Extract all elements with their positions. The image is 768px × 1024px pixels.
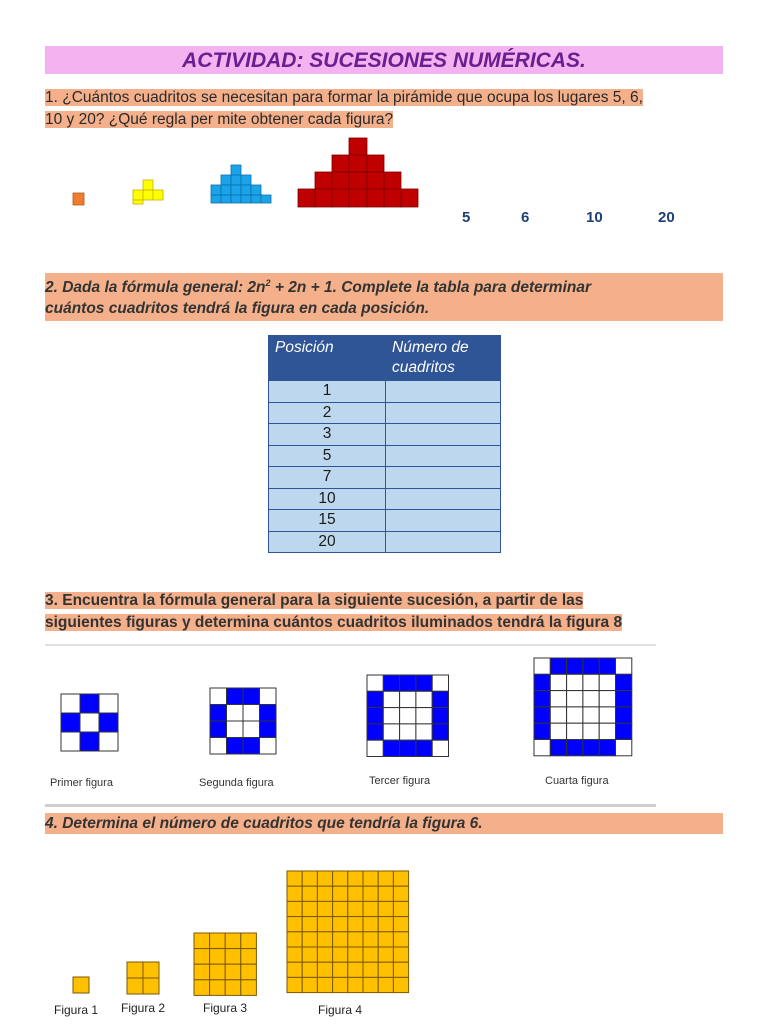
- empty-square: [416, 708, 432, 724]
- gold-square: [302, 947, 317, 962]
- pyramid-2: [133, 180, 163, 204]
- empty-square: [400, 724, 416, 740]
- empty-square: [260, 738, 277, 755]
- lit-square: [260, 705, 277, 722]
- gold-square: [333, 977, 348, 992]
- gold-square: [378, 977, 393, 992]
- answer-cell[interactable]: [386, 510, 501, 532]
- figure-caption: Cuarta figura: [545, 775, 609, 787]
- position-cell: 5: [269, 445, 386, 467]
- page-title: ACTIVIDAD: SUCESIONES NUMÉRICAS.: [45, 46, 723, 74]
- table-header-position: Posición: [269, 336, 386, 381]
- lit-square: [534, 691, 550, 707]
- gold-square: [73, 977, 89, 993]
- gold-square: [363, 977, 378, 992]
- empty-square: [243, 721, 260, 738]
- lit-square: [599, 740, 615, 756]
- empty-square: [260, 688, 277, 705]
- lit-square: [616, 707, 632, 723]
- empty-square: [534, 658, 550, 674]
- figure-caption: Figura 1: [54, 1003, 99, 1017]
- table-row: [269, 488, 501, 510]
- gold-square: [225, 933, 241, 949]
- gold-square: [363, 871, 378, 886]
- empty-square: [416, 724, 432, 740]
- gold-square: [194, 933, 210, 949]
- gold-square: [127, 962, 143, 978]
- lit-square: [383, 675, 399, 691]
- gold-square: [210, 964, 226, 980]
- question-2-formula-pre: 2. Dada la fórmula general: 2n: [45, 279, 266, 297]
- empty-square: [550, 723, 566, 739]
- position-cell: 15: [269, 510, 386, 532]
- gold-square: [333, 917, 348, 932]
- gold-square: [194, 949, 210, 965]
- lit-square: [227, 688, 244, 705]
- empty-square: [550, 707, 566, 723]
- gold-square: [317, 947, 332, 962]
- answer-cell[interactable]: [386, 381, 501, 403]
- answer-cell[interactable]: [386, 467, 501, 489]
- gold-square: [287, 917, 302, 932]
- lit-square: [80, 694, 99, 713]
- lit-square: [416, 740, 432, 756]
- gold-square: [143, 962, 159, 978]
- gold-square: [348, 947, 363, 962]
- answer-cell[interactable]: [386, 445, 501, 467]
- empty-square: [99, 732, 118, 751]
- answer-cell[interactable]: [386, 402, 501, 424]
- lit-square: [583, 658, 599, 674]
- pyramid-1: [73, 193, 84, 205]
- figure-caption: Segunda figura: [199, 777, 274, 789]
- gold-square: [348, 917, 363, 932]
- empty-square: [534, 740, 550, 756]
- lit-square: [367, 691, 383, 707]
- empty-square: [400, 708, 416, 724]
- lit-square: [534, 707, 550, 723]
- table-row: [269, 381, 501, 403]
- empty-square: [210, 738, 227, 755]
- table-row: [269, 467, 501, 489]
- empty-square: [583, 691, 599, 707]
- lit-square: [227, 738, 244, 755]
- question-3: [45, 590, 723, 634]
- empty-square: [383, 708, 399, 724]
- gold-square: [333, 886, 348, 901]
- question-2-line-2: cuántos cuadritos tendrá la figura en cada posición.: [45, 300, 430, 318]
- gold-square: [363, 901, 378, 916]
- empty-square: [567, 723, 583, 739]
- gold-square: [302, 917, 317, 932]
- lit-square: [432, 724, 448, 740]
- gold-square: [333, 932, 348, 947]
- question-3-line-2: siguientes figuras y determina cuántos cuadritos iluminados tendrá la figura 8: [45, 614, 623, 631]
- table-header-count: Número de cuadritos: [386, 336, 501, 381]
- figure-caption: Figura 4: [318, 1003, 363, 1017]
- gold-square: [393, 962, 408, 977]
- lit-square: [432, 708, 448, 724]
- figure-caption: Figura 3: [203, 1001, 248, 1015]
- table-row: [269, 402, 501, 424]
- lit-square: [550, 740, 566, 756]
- question-3-line-1: 3. Encuentra la fórmula general para la siguiente sucesión, a partir de las: [45, 592, 584, 609]
- position-label: 6: [521, 209, 530, 226]
- gold-square: [333, 871, 348, 886]
- gold-square: [287, 977, 302, 992]
- gold-square: [241, 980, 257, 996]
- gold-square: [378, 871, 393, 886]
- gold-square: [363, 962, 378, 977]
- position-label: 20: [658, 209, 675, 226]
- gold-square: [210, 949, 226, 965]
- gold-square: [287, 932, 302, 947]
- empty-square: [567, 707, 583, 723]
- empty-square: [80, 713, 99, 732]
- gold-square: [317, 871, 332, 886]
- gold-square: [225, 964, 241, 980]
- gold-square: [143, 978, 159, 994]
- gold-square: [302, 871, 317, 886]
- gold-square-figures: [60, 860, 420, 1000]
- gold-square: [287, 886, 302, 901]
- empty-square: [599, 674, 615, 690]
- gold-square: [393, 917, 408, 932]
- gold-square: [302, 932, 317, 947]
- gold-square: [378, 901, 393, 916]
- empty-square: [583, 723, 599, 739]
- pyramid-figures: [65, 130, 425, 212]
- lit-square: [61, 713, 80, 732]
- position-cell: 20: [269, 531, 386, 553]
- gold-square: [378, 932, 393, 947]
- lit-square: [260, 721, 277, 738]
- empty-square: [210, 688, 227, 705]
- empty-square: [227, 705, 244, 722]
- gold-square: [287, 947, 302, 962]
- gold-square: [210, 933, 226, 949]
- gold-square: [287, 871, 302, 886]
- empty-square: [61, 732, 80, 751]
- empty-square: [599, 707, 615, 723]
- empty-square: [550, 674, 566, 690]
- position-table: [268, 335, 501, 553]
- lit-square: [99, 713, 118, 732]
- gold-square: [241, 949, 257, 965]
- gold-square: [393, 947, 408, 962]
- gold-square: [348, 977, 363, 992]
- empty-square: [550, 691, 566, 707]
- gold-square: [302, 901, 317, 916]
- table-row: [269, 510, 501, 532]
- lit-square: [534, 674, 550, 690]
- answer-cell[interactable]: [386, 488, 501, 510]
- gold-square: [363, 886, 378, 901]
- empty-square: [367, 675, 383, 691]
- gold-square: [287, 901, 302, 916]
- lit-square: [416, 675, 432, 691]
- gold-square: [393, 901, 408, 916]
- question-2: [45, 273, 723, 321]
- lit-square: [210, 705, 227, 722]
- figure-caption: Tercer figura: [369, 775, 431, 787]
- lit-square: [432, 691, 448, 707]
- question-1-line-2: 10 y 20? ¿Qué regla per mite obtener cada figura?: [45, 111, 394, 128]
- lit-square: [80, 732, 99, 751]
- empty-square: [616, 740, 632, 756]
- gold-square: [317, 977, 332, 992]
- gold-square: [378, 947, 393, 962]
- answer-cell[interactable]: [386, 424, 501, 446]
- empty-square: [567, 674, 583, 690]
- lit-square: [383, 740, 399, 756]
- gold-square: [348, 932, 363, 947]
- gold-square: [302, 977, 317, 992]
- table-row: [269, 445, 501, 467]
- gold-square: [317, 932, 332, 947]
- empty-square: [416, 691, 432, 707]
- lit-square: [616, 723, 632, 739]
- gold-square: [348, 901, 363, 916]
- table-row: [269, 531, 501, 553]
- empty-square: [599, 691, 615, 707]
- lit-square: [367, 708, 383, 724]
- position-cell: 2: [269, 402, 386, 424]
- position-cell: 1: [269, 381, 386, 403]
- gold-square: [333, 962, 348, 977]
- empty-square: [432, 740, 448, 756]
- lit-square: [583, 740, 599, 756]
- gold-square: [241, 933, 257, 949]
- empty-square: [583, 707, 599, 723]
- lit-square: [400, 740, 416, 756]
- gold-square: [302, 962, 317, 977]
- answer-cell[interactable]: [386, 531, 501, 553]
- pyramid-4: [298, 138, 418, 207]
- empty-square: [583, 674, 599, 690]
- empty-square: [227, 721, 244, 738]
- lit-square: [550, 658, 566, 674]
- table-row: [269, 424, 501, 446]
- gold-square: [348, 962, 363, 977]
- gold-square: [333, 901, 348, 916]
- gold-square: [378, 962, 393, 977]
- gold-square: [194, 980, 210, 996]
- empty-square: [383, 724, 399, 740]
- lit-square: [243, 738, 260, 755]
- gold-square: [393, 932, 408, 947]
- question-1-line-1: 1. ¿Cuántos cuadritos se necesitan para formar la pirámide que ocupa los lugares 5, 6,: [45, 89, 643, 106]
- gold-square: [194, 964, 210, 980]
- position-cell: 10: [269, 488, 386, 510]
- gold-square: [225, 980, 241, 996]
- gold-square: [393, 886, 408, 901]
- gold-square: [333, 947, 348, 962]
- lit-square: [599, 658, 615, 674]
- gold-square: [225, 949, 241, 965]
- position-label: 10: [586, 209, 603, 226]
- empty-square: [400, 691, 416, 707]
- question-2-formula-post: + 2n + 1. Complete la tabla para determinar: [274, 279, 591, 297]
- figure-caption: Primer figura: [50, 777, 113, 789]
- empty-square: [383, 691, 399, 707]
- empty-square: [61, 694, 80, 713]
- gold-square: [241, 964, 257, 980]
- gold-square: [210, 980, 226, 996]
- gold-square: [378, 917, 393, 932]
- empty-square: [432, 675, 448, 691]
- lit-square: [616, 674, 632, 690]
- empty-square: [599, 723, 615, 739]
- lit-square: [243, 688, 260, 705]
- gold-square: [302, 886, 317, 901]
- question-4: 4. Determina el número de cuadritos que tendría la figura 6.: [45, 813, 723, 834]
- gold-square: [348, 871, 363, 886]
- gold-square: [127, 978, 143, 994]
- lit-square: [567, 740, 583, 756]
- gold-square: [363, 932, 378, 947]
- gold-square: [393, 977, 408, 992]
- gold-square: [363, 947, 378, 962]
- empty-square: [243, 705, 260, 722]
- gold-square: [317, 962, 332, 977]
- empty-square: [99, 694, 118, 713]
- empty-square: [567, 691, 583, 707]
- position-label: 5: [462, 209, 471, 226]
- lit-square: [210, 721, 227, 738]
- gold-square: [393, 871, 408, 886]
- empty-square: [367, 740, 383, 756]
- lit-square: [616, 691, 632, 707]
- gold-square: [317, 886, 332, 901]
- empty-square: [616, 658, 632, 674]
- gold-square: [317, 901, 332, 916]
- position-cell: 3: [269, 424, 386, 446]
- pyramid-3: [211, 165, 271, 203]
- position-cell: 7: [269, 467, 386, 489]
- gold-square: [378, 886, 393, 901]
- gold-square: [348, 886, 363, 901]
- figure-caption: Figura 2: [121, 1001, 166, 1015]
- lit-square: [367, 724, 383, 740]
- lit-square: [400, 675, 416, 691]
- gold-square: [317, 917, 332, 932]
- gold-square: [363, 917, 378, 932]
- exponent: 2: [265, 278, 271, 288]
- lit-square: [534, 723, 550, 739]
- question-1: [45, 87, 725, 131]
- gold-square: [287, 962, 302, 977]
- lit-square: [567, 658, 583, 674]
